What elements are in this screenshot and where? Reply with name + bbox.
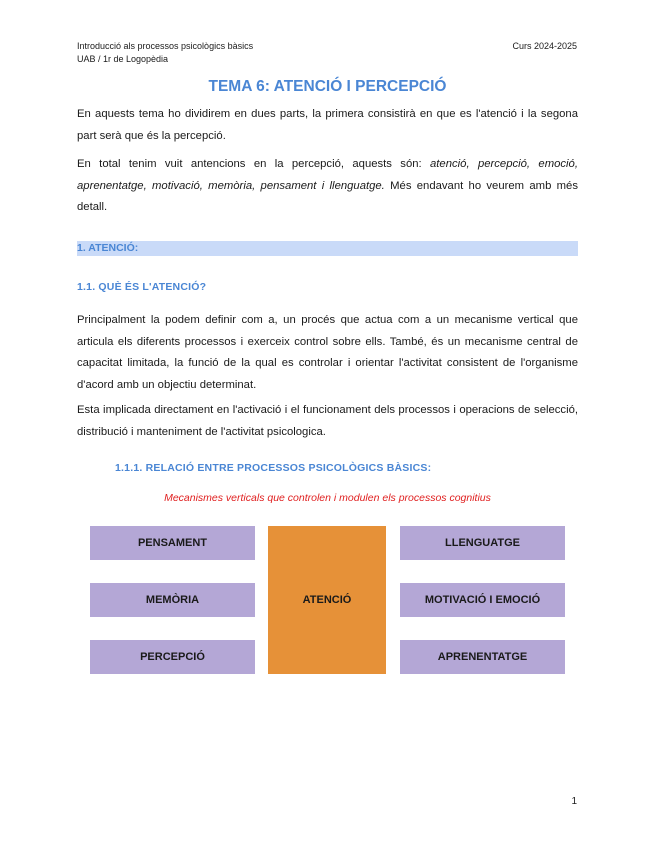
course-year: Curs 2024-2025 bbox=[512, 41, 577, 51]
page-title: TEMA 6: ATENCIÓ I PERCEPCIÓ bbox=[208, 78, 447, 95]
university-line: UAB / 1r de Logopèdia bbox=[77, 54, 169, 64]
box-pensament: PENSAMENT bbox=[90, 526, 255, 560]
box-atencio: ATENCIÓ bbox=[268, 526, 386, 674]
intro-paragraph-1: En aquests tema ho dividirem en dues parts, la primera consistirà en que es l'atenció i la segona part serà que és la percepció. bbox=[77, 108, 578, 142]
implication-paragraph: Esta implicada directament en l'activació i el funcionament dels processos i operacions de selecció, distribució i manteniment de l'activitat psicologica. bbox=[77, 404, 578, 438]
intro-p2-end: Més endavant ho veurem amb més detall. bbox=[77, 179, 578, 213]
box-motivacio-emocio: MOTIVACIÓ I EMOCIÓ bbox=[400, 583, 565, 617]
definition-paragraph: Principalment la podem definir com a, un procés que actua com a un mecanisme vertical que articula els diferents processos i exerceix control sobre ells. També, és un mecanisme central de capacitat limitada, la funció de la qual es controlar i orientar l'activitat consistent de l'organisme d'acord amb un objectiu determinat. bbox=[77, 314, 578, 391]
intro-p2-start: En total tenim vuit antencions en la percepció, aquests són: bbox=[77, 158, 431, 170]
subsection-heading: 1.1. QUÈ ÉS L'ATENCIÓ? bbox=[77, 281, 207, 293]
box-percepcio: PERCEPCIÓ bbox=[90, 640, 255, 674]
intro-paragraph-2 bbox=[77, 154, 578, 219]
diagram-caption: Mecanismes verticals que controlen i modulen els processos cognitius bbox=[164, 492, 491, 504]
page-number: 1 bbox=[571, 796, 577, 807]
page-header-left bbox=[77, 40, 253, 66]
section-heading-atencio: 1. ATENCIÓ: bbox=[77, 241, 578, 256]
box-aprenentatge: APRENENTATGE bbox=[400, 640, 565, 674]
course-title: Introducció als processos psicològics bàsics bbox=[77, 41, 254, 51]
subsubsection-heading: 1.1.1. RELACIÓ ENTRE PROCESSOS PSICOLÒGICS BÀSICS: bbox=[115, 462, 432, 474]
intro-p2-list: atenció, percepció, emoció, aprenentatge, motivació, memòria, pensament i llenguatge. bbox=[77, 158, 578, 192]
box-llenguatge: LLENGUATGE bbox=[400, 526, 565, 560]
box-memoria: MEMÒRIA bbox=[90, 583, 255, 617]
